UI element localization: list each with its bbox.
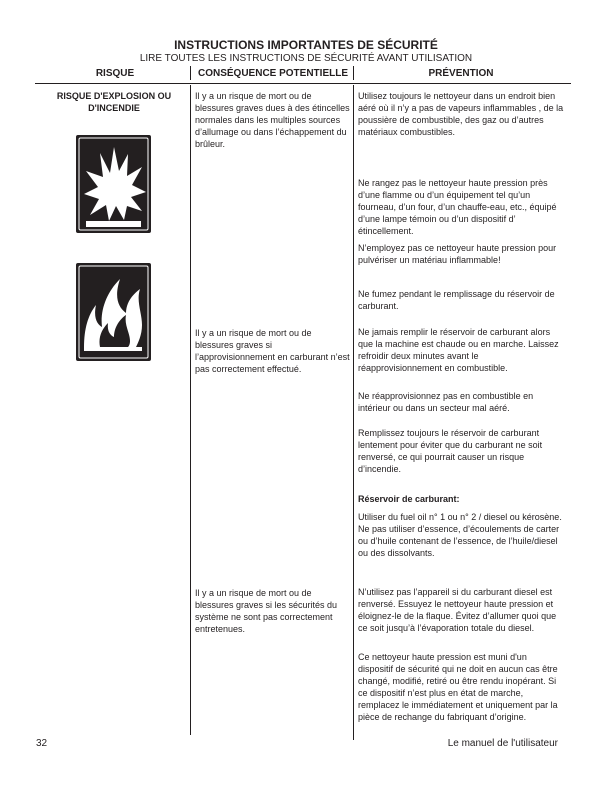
prevention-item: Utiliser du fuel oil n° 1 ou n° 2 / diesel ou kérosène. Ne pas utiliser d’essence, d’écoulements de carter ou d’huile contenant de l’essence, de l’huile/diesel ou des dissolvants. (358, 512, 562, 558)
column-header-consequence: CONSÉQUENCE POTENTIELLE (197, 68, 348, 79)
prevention-item: Utilisez toujours le nettoyeur dans un endroit bien aéré où il n’y a pas de vapeurs inflammables , de la poussière de combustible, des gaz ou d’autres matériaux combustibles. (358, 91, 564, 137)
risk-label: RISQUE D'EXPLOSION OU D'INCENDIE (56, 91, 172, 113)
page-title: INSTRUCTIONS IMPORTANTES DE SÉCURITÉ (174, 38, 438, 52)
explosion-icon (76, 135, 151, 233)
consequence-text: Il y a un risque de mort ou de blessures graves dues à des étincelles normales dans les multiples sources d’allumage ou dans l’échappement du brûleur. (195, 91, 350, 149)
prevention-item: Ne fumez pendant le remplissage du réservoir de carburant. (358, 289, 555, 311)
prevention-item: Remplissez toujours le réservoir de carburant lentement pour éviter que du carburant ne soit renversé, ce qui pourrait causer un risque d’incendie. (358, 428, 543, 474)
header-column-divider (190, 66, 191, 80)
manual-title: Le manuel de l'utilisateur (447, 738, 558, 749)
header-divider (35, 83, 571, 84)
prevention-item: Ne jamais remplir le réservoir de carburant alors que la machine est chaude ou en marche. Laissez refroidir deux minutes avant le réapprovisionnement en combustible. (358, 327, 559, 373)
column-header-risk: RISQUE (95, 68, 135, 79)
column-divider (190, 85, 191, 735)
prevention-item: N’employez pas ce nettoyeur haute pression pour pulvériser un matériau inflammable! (358, 243, 557, 265)
fuel-tank-heading: Réservoir de carburant: (358, 494, 460, 504)
prevention-item: Ce nettoyeur haute pression est muni d'un dispositif de sécurité qui ne doit en aucun cas être changé, modifié, retiré ou être rendu inopérant. Si ce dispositif n’est plus en état de marche, remplacez le immédiatement et uniquement par la pièce de rechange du fabriquant d’origine. (358, 652, 558, 722)
consequence-text: Il y a un risque de mort ou de blessures graves si l’approvisionnement en carburant n’est pas correctement effectué. (195, 328, 350, 374)
column-divider (353, 85, 354, 740)
fire-icon (76, 263, 151, 361)
page-number: 32 (36, 738, 48, 749)
consequence-text: Il y a un risque de mort ou de blessures graves si les sécurités du système ne sont pas correctement entretenues. (195, 588, 338, 634)
prevention-item: N’utilisez pas l’appareil si du carburant diesel est renversé. Essuyez le nettoyeur haute pression et éloignez-le de la flaque. Évitez d’allumer quoi que ce soit jusqu’à l’évaporation totale du diesel. (358, 587, 557, 633)
header-column-divider (353, 66, 354, 80)
prevention-item: Ne rangez pas le nettoyeur haute pression près d’une flamme ou d’un équipement tel qu’un fourneau, d’un four, d’un chauffe-eau, etc., équipé d’une lampe témoin ou d’un dispositif d’ étincellement. (358, 178, 557, 236)
page-subtitle: LIRE TOUTES LES INSTRUCTIONS DE SÉCURITÉ AVANT UTILISATION (139, 53, 473, 64)
column-header-prevention: PRÉVENTION (428, 68, 494, 79)
prevention-item: Ne réapprovisionnez pas en combustible en intérieur ou dans un secteur mal aéré. (358, 391, 534, 413)
